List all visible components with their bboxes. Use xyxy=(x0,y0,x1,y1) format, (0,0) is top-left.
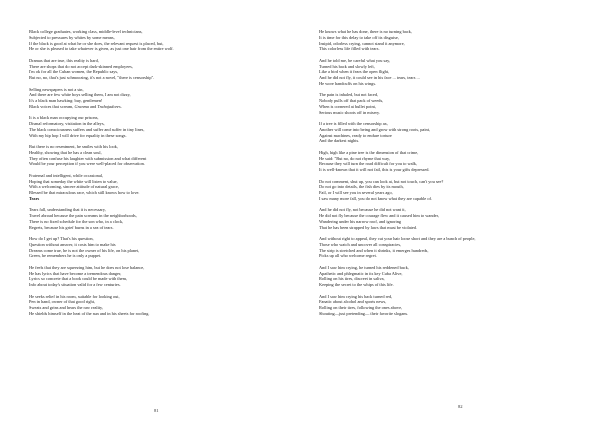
poem-line: Pen in hand, owner of that good right, xyxy=(29,299,95,305)
poem-line: This colorless life filled with tears. xyxy=(319,46,380,52)
right-text-column xyxy=(319,29,569,317)
poem-line: He knows what he has done, there is no turning back, xyxy=(319,29,412,34)
stanza xyxy=(319,29,569,52)
stanza xyxy=(319,236,569,259)
poem-line: Another will come into being and grow with strong roots, paint, xyxy=(319,126,430,132)
stanza-group xyxy=(319,29,569,317)
poem-line: Fanatic about alcohol and sports news, xyxy=(319,299,387,305)
poem-line: Healthy, showing that he has a clean soul, xyxy=(29,149,102,155)
poem-line: He seeks relief in his room, suitable for looking out, xyxy=(29,293,120,299)
poem-line: With a welcoming, sincere attitude of natural grace, xyxy=(29,184,119,190)
poem-line: There is no fixed schedule for the son who, in a clock, xyxy=(29,218,124,224)
poem-line: Fraternal and intelligent, while occasional, xyxy=(29,172,104,178)
poem-line: Shouting—just pretending— their favorite slogans. xyxy=(319,310,409,316)
poem-line: Black voices that scream, Granma and Trabajadores. xyxy=(29,103,122,109)
poem-line: Subjected to pressures by whites by some means, xyxy=(29,34,115,40)
poem-line: Do not comment, shut up, you can look at, but not touch, can't you see? xyxy=(319,178,444,184)
poem-line: Against machines, ready to endure torture xyxy=(319,132,392,138)
poem-line: High, high like a pine tree is the dimension of that crime, xyxy=(319,149,419,155)
stanza-group-a xyxy=(29,29,279,196)
stanza xyxy=(319,58,569,87)
poem-line: He has lyrics that have become a tremendous danger, xyxy=(29,270,122,276)
poem-line: Like a bird when it fears the open flight, xyxy=(319,69,390,75)
stanza xyxy=(29,87,279,110)
poem-line: Would be your perception if you were well-placed for observation. xyxy=(29,161,145,167)
poem-line: Wandering under his narrow roof, and ignoring xyxy=(319,218,402,224)
stanza xyxy=(29,207,279,230)
stanza xyxy=(319,92,569,115)
poem-line: Info about today's situation valid for a few centuries. xyxy=(29,282,121,287)
poem-line: He or she is pleased to take whatever is given, as just one hair from the entire wolf. xyxy=(29,46,174,52)
poem-line: If a tree is filled with the censorship ax, xyxy=(319,121,388,126)
poem-line: It is a black man occupying our prisons, xyxy=(29,115,99,121)
poem-line: It's a black man hawking: buy, gentlemen! xyxy=(29,98,103,103)
poem-line: With my hip hop I will drive for equality in these songs. xyxy=(29,132,127,138)
poem-line: The strip is stretched and when it shrinks, it emerges hundreds, xyxy=(319,247,429,253)
stanza xyxy=(29,294,279,317)
stanza xyxy=(319,150,569,173)
poem-line: When is cornered at bullet point, xyxy=(319,103,376,109)
stanza xyxy=(29,29,279,52)
page-number: 82 xyxy=(458,404,463,409)
poem-line: But no, no, that's just schmoozing, it's not a novel, "there is censorship". xyxy=(29,75,155,80)
right-page xyxy=(300,0,600,424)
poem-line: I'm ok for all the Cuban women, the Republic says, xyxy=(29,69,119,75)
poem-line: And I saw him crying his back turned red, xyxy=(319,293,393,299)
poem-line: Hoping that someday the white will listen to value, xyxy=(29,178,118,184)
poem-line: Travel abroad because the pain screams in the neighborhoods, xyxy=(29,213,137,218)
poem-line: Those who watch and uncover all conspiracies, xyxy=(319,241,402,247)
poem-line: Fail, or I will see you in several years ago, xyxy=(319,190,393,195)
poem-line: Black college graduates, working class, middle-level technicians, xyxy=(29,29,143,34)
stanza-group-b xyxy=(29,207,279,316)
poem-line: He said: "But no, do not rhyme that way, xyxy=(319,155,390,161)
poem-line: Nobody pulls off that pack of weeds, xyxy=(319,98,384,103)
poem-line: How do I get up? That's his question, xyxy=(29,236,94,241)
poem-line: The pain is inhaled, but not faced, xyxy=(319,92,379,98)
poem-line: Turned his back and slowly left, xyxy=(319,63,375,69)
stanza xyxy=(319,207,569,230)
stanza xyxy=(319,294,569,317)
poem-line: Sweats and grins and hears the raw reality, xyxy=(29,305,104,310)
poem-line: And he did not fly, it could see in his face ... tears, tears ... xyxy=(319,75,420,80)
poem-line: Dramas that are true, this reality is hard, xyxy=(29,57,99,63)
poem-line: Regrets, because his grief burns in a sea of tears. xyxy=(29,224,114,230)
poem-line: Selling newspapers is not a sin, xyxy=(29,86,84,92)
poem-line: He shields himself in the heat of the sun and in his sheets for roofing. xyxy=(29,310,150,316)
poem-line: And he did not fly, not because he did not want it, xyxy=(319,207,406,213)
poem-line: And I saw him crying, he turned his reddened back, xyxy=(319,264,409,270)
stanza xyxy=(29,115,279,138)
poem-line: And without right to appeal, they cut your hair loose short and they are a bunch of people, xyxy=(319,236,476,241)
left-text-column xyxy=(29,29,279,317)
stanza xyxy=(29,236,279,259)
poem-line: Picks up all who welcome regret. xyxy=(319,253,377,259)
poem-line: Green, he remembers he is only a puppet. xyxy=(29,253,102,259)
poem-line: It is well-known that it will not fail, this is your gifts depressed. xyxy=(319,167,430,172)
poem-line: And he told me, be careful what you say, xyxy=(319,57,391,63)
poem-line: Because they will turn the road difficult for you to walk, xyxy=(319,161,417,167)
poem-line: Keeping the secret to the whips of this life. xyxy=(319,282,394,287)
page-number: 81 xyxy=(154,408,159,413)
poem-line: Tears fall, understanding that it is necessary, xyxy=(29,207,106,213)
stanza xyxy=(319,265,569,288)
poem-line: I saw many more fall, you do not know what they are capable of. xyxy=(319,195,433,201)
poem-line: Apathetic and phlegmatic in its key Cuba Alive, xyxy=(319,270,403,276)
poem-line: Insipid, odorless crying, cannot stand it anymore, xyxy=(319,40,405,46)
poem-line: He did not fly because the courage flew and it caused him to wander, xyxy=(319,213,439,218)
stanza xyxy=(29,265,279,288)
stanza xyxy=(319,121,569,144)
poem-line: And there are few white boys selling them, I am not dizzy, xyxy=(29,92,131,98)
stanza xyxy=(29,58,279,81)
poem-line: There are shops that do not accept dark-skinned employees, xyxy=(29,63,133,69)
stanza xyxy=(29,173,279,196)
poem-line: Dreams come true, he is not the owner of his life, on his planet, xyxy=(29,247,140,253)
poem-line: Dismal reformatory, visitation in the alleys, xyxy=(29,121,105,126)
poem-line: Lyrics so concrete that a book could be made with them, xyxy=(29,276,128,282)
poem-line: Serious music shoots off in misery. xyxy=(319,109,380,115)
poem-line: The black consciousness suffers and suffer and suffer in tiny lines, xyxy=(29,126,145,132)
poem-line: They often confuse his laughter with submission and what different xyxy=(29,155,147,161)
poem-line: But there is no resentment, he smiles with his look, xyxy=(29,144,118,149)
poem-line: If the black is good at what he or she does, the relevant request is placed, but, xyxy=(29,40,164,46)
poem-line: He wore handcuffs on his wings. xyxy=(319,80,377,86)
poem-line: Rolling on their tires, following the ones above, xyxy=(319,305,403,310)
poem-line: Blessed be that miraculous race, which still knows how to love. xyxy=(29,190,140,195)
poem-line: It is time for this delay to take off its disguise, xyxy=(319,34,399,40)
poem-line: Rolling on his tires, discreet in saliva, xyxy=(319,276,385,282)
stanza xyxy=(29,144,279,167)
poem-line: He feels that they are squeezing him, but he does not lose balance, xyxy=(29,264,145,270)
poem-line: That he has been strapped by laws that must be violated. xyxy=(319,224,418,230)
poem-line: Question without answer, it costs him to make his xyxy=(29,241,116,247)
poem-line: And the darkest nights. xyxy=(319,138,360,144)
section-heading: Tears xyxy=(29,195,40,201)
poem-line: Do not go into details, the fish dies by its mouth, xyxy=(319,184,404,190)
stanza xyxy=(319,179,569,202)
